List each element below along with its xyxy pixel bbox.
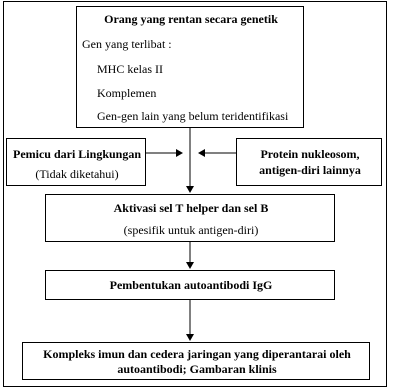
self-antigen-line2: antigen-diri lainnya — [259, 163, 361, 177]
activation-box-title: Aktivasi sel T helper dan sel B — [113, 201, 269, 215]
gene-item-unidentified: Gen-gen lain yang belum teridentifikasi — [97, 109, 289, 123]
autoantibody-box-title: Pembentukan autoantibodi IgG — [109, 278, 273, 292]
environment-box-title: Pemicu dari Lingkungan — [12, 147, 142, 161]
activation-box-subtitle: (spesifik untuk antigen-diri) — [123, 223, 259, 237]
self-antigen-line1: Protein nukleosom, — [260, 147, 360, 161]
immune-complex-line1: Kompleks imun dan cedera jaringan yang diperantarai oleh — [43, 347, 351, 361]
environment-box-subtitle: (Tidak diketahui) — [35, 167, 119, 181]
immune-complex-line2: autoantibodi; Gambaran klinis — [117, 362, 277, 376]
gene-item-complement: Komplemen — [97, 86, 157, 100]
genes-involved-label: Gen yang terlibat : — [82, 37, 172, 51]
gene-item-mhc: MHC kelas II — [97, 62, 163, 76]
genetic-box-title: Orang yang rentan secara genetik — [104, 12, 278, 26]
